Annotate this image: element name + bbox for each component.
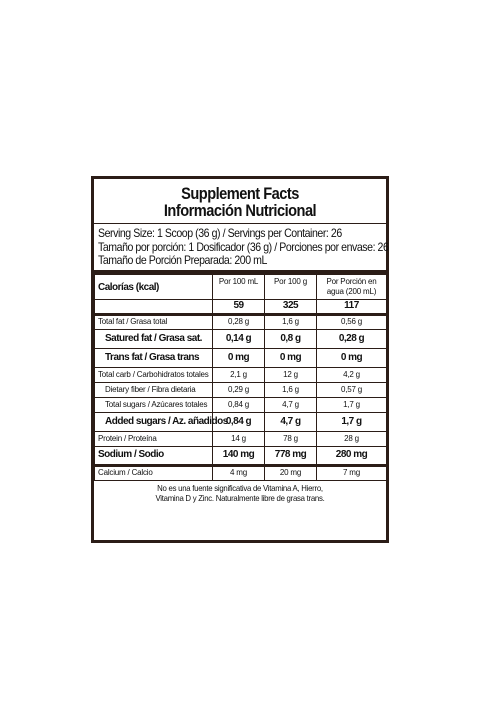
footnote: [94, 481, 386, 504]
calories-per-serving: 117: [317, 299, 387, 314]
nutrient-label: Calcium / Calcio: [95, 465, 213, 480]
table-row: [95, 446, 387, 465]
nutrient-label: Satured fat / Grasa sat.: [95, 329, 213, 348]
value-per-100g: 12 g: [265, 367, 317, 382]
value-per-serving: 4,2 g: [317, 367, 387, 382]
nutrient-label: Added sugars / Az. añadidos: [95, 412, 213, 431]
calories-per-100ml: 59: [213, 299, 265, 314]
table-row: [95, 314, 387, 329]
value-per-100g: 1,6 g: [265, 314, 317, 329]
value-per-serving: 28 g: [317, 431, 387, 446]
calories-per-100g: 325: [265, 299, 317, 314]
nutrient-label: Protein / Proteína: [95, 431, 213, 446]
value-per-serving: 0,56 g: [317, 314, 387, 329]
title-english: Supplement Facts: [181, 184, 299, 203]
table-row: [95, 329, 387, 348]
value-per-serving: 0,57 g: [317, 382, 387, 397]
value-per-serving: 0,28 g: [317, 329, 387, 348]
nutrient-label: Total fat / Grasa total: [95, 314, 213, 329]
nutrient-label: Total carb / Carbohidratos totales: [95, 367, 213, 382]
col-header-per-serving: [317, 274, 387, 299]
table-row: [95, 431, 387, 446]
value-per-100g: 1,6 g: [265, 382, 317, 397]
value-per-100g: 778 mg: [265, 446, 317, 465]
nutrient-label: Total sugars / Azúcares totales: [95, 397, 213, 412]
value-per-100g: 4,7 g: [265, 397, 317, 412]
value-per-100ml: 0,84 g: [213, 412, 265, 431]
table-row: [95, 348, 387, 367]
calories-values-row: [95, 299, 387, 314]
nutrient-label: Trans fat / Grasa trans: [95, 348, 213, 367]
value-per-100ml: 0,28 g: [213, 314, 265, 329]
value-per-100ml: 14 g: [213, 431, 265, 446]
serving-size-spanish: Tamaño por porción: 1 Dosificador (36 g) / Porciones por envase: 26: [98, 239, 389, 254]
nutrition-table: [94, 274, 387, 481]
value-per-serving: 0 mg: [317, 348, 387, 367]
value-per-serving: 1,7 g: [317, 397, 387, 412]
panel-title: [114, 185, 365, 219]
serving-size-english: Serving Size: 1 Scoop (36 g) / Servings per Container: 26: [98, 226, 342, 240]
supplement-facts-panel: [91, 176, 389, 543]
value-per-100ml: 140 mg: [213, 446, 265, 465]
col-header-per-serving-line2: agua (200 mL): [326, 286, 377, 296]
table-row: [95, 397, 387, 412]
value-per-100g: 0,8 g: [265, 329, 317, 348]
value-per-serving: 1,7 g: [317, 412, 387, 431]
value-per-100g: 20 mg: [265, 465, 317, 480]
col-header-per-100ml: Por 100 mL: [213, 274, 265, 299]
col-header-per-100g: Por 100 g: [265, 274, 317, 299]
footnote-line2: Vitamina D y Zinc. Naturalmente libre de grasa trans.: [155, 493, 325, 503]
value-per-serving: 7 mg: [317, 465, 387, 480]
table-header-row: [95, 274, 387, 299]
nutrient-label: Sodium / Sodio: [95, 446, 213, 465]
serving-info: [94, 224, 389, 270]
calories-label: Calorías (kcal): [95, 274, 213, 299]
value-per-100g: 0 mg: [265, 348, 317, 367]
value-per-100ml: 0 mg: [213, 348, 265, 367]
prepared-serving-size: Tamaño de Porción Preparada: 200 mL: [98, 253, 267, 267]
value-per-100ml: 2,1 g: [213, 367, 265, 382]
footnote-line1: No es una fuente significativa de Vitamina A, Hierro,: [157, 482, 323, 493]
nutrient-label: Dietary fiber / Fibra dietaria: [95, 382, 213, 397]
value-per-100ml: 0,29 g: [213, 382, 265, 397]
value-per-100ml: 4 mg: [213, 465, 265, 480]
value-per-100g: 4,7 g: [265, 412, 317, 431]
value-per-100g: 78 g: [265, 431, 317, 446]
calories-empty-cell: [95, 299, 213, 314]
title-spanish: Información Nutricional: [163, 201, 317, 220]
col-header-per-serving-line1: Por Porción en: [326, 276, 377, 286]
table-row: [95, 367, 387, 382]
table-row: [95, 412, 387, 431]
table-row: [95, 465, 387, 480]
table-row: [95, 382, 387, 397]
value-per-100ml: 0,14 g: [213, 329, 265, 348]
value-per-100ml: 0,84 g: [213, 397, 265, 412]
value-per-serving: 280 mg: [317, 446, 387, 465]
